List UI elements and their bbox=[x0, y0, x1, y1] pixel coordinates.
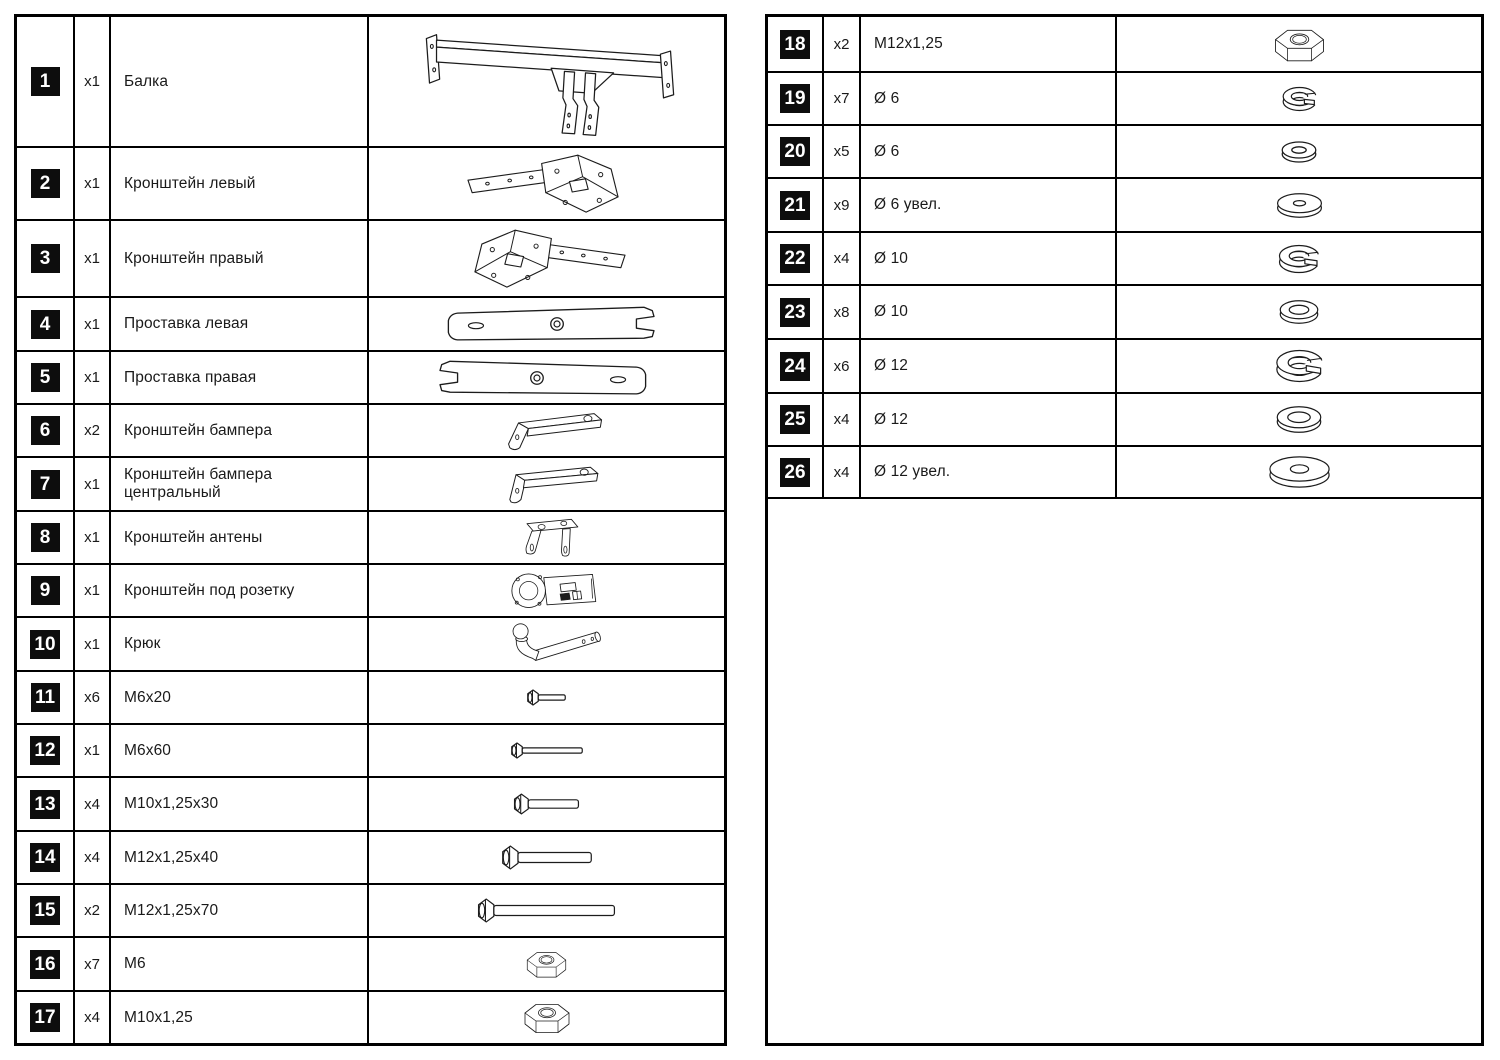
washer-split-12-icon bbox=[1254, 346, 1345, 386]
part-quantity: x1 bbox=[75, 512, 111, 563]
part-quantity: x1 bbox=[75, 725, 111, 776]
part-quantity: x2 bbox=[75, 405, 111, 456]
part-name: Кронштейн правый bbox=[111, 221, 369, 296]
part-illustration bbox=[369, 17, 724, 146]
part-number-badge: 16 bbox=[30, 950, 59, 979]
table-row bbox=[768, 447, 1481, 499]
washer-flat-10-icon bbox=[1254, 297, 1344, 327]
part-number-cell bbox=[17, 405, 75, 456]
part-name: Ø 6 bbox=[861, 126, 1117, 177]
table-row bbox=[17, 512, 724, 565]
part-quantity: x2 bbox=[824, 17, 861, 71]
part-quantity: x1 bbox=[75, 352, 111, 403]
part-illustration bbox=[369, 672, 724, 723]
part-quantity: x4 bbox=[75, 832, 111, 883]
nut-m6-icon bbox=[522, 945, 571, 983]
part-name: Кронштейн под розетку bbox=[111, 565, 369, 616]
part-name: Кронштейн бампера центральный bbox=[111, 458, 369, 510]
part-illustration bbox=[1117, 394, 1481, 445]
bumper-bracket-central-icon bbox=[485, 461, 609, 507]
part-name: Проставка правая bbox=[111, 352, 369, 403]
nut-m10-icon bbox=[519, 996, 575, 1039]
part-illustration bbox=[369, 778, 724, 830]
part-number-cell bbox=[768, 17, 824, 71]
part-quantity: x4 bbox=[75, 992, 111, 1043]
part-number-cell bbox=[17, 938, 75, 990]
washer-split-10-icon bbox=[1254, 241, 1344, 277]
table-row bbox=[17, 17, 724, 148]
part-name: Кронштейн антены bbox=[111, 512, 369, 563]
part-number-badge: 5 bbox=[31, 363, 60, 392]
table-row bbox=[768, 126, 1481, 179]
bolt-m12x70-icon bbox=[474, 896, 619, 925]
socket-bracket-icon bbox=[489, 568, 604, 614]
nut-m12-icon bbox=[1269, 21, 1330, 68]
empty-area bbox=[768, 499, 1481, 1043]
bolt-m10x30-icon bbox=[510, 791, 583, 817]
part-number-badge: 10 bbox=[30, 630, 59, 659]
table-row bbox=[17, 458, 724, 512]
part-illustration bbox=[369, 938, 724, 990]
table-row bbox=[17, 618, 724, 672]
part-number-badge: 6 bbox=[31, 416, 60, 445]
part-illustration bbox=[369, 352, 724, 403]
part-illustration bbox=[1117, 179, 1481, 231]
part-name: Ø 6 увел. bbox=[861, 179, 1117, 231]
part-number-cell bbox=[17, 148, 75, 219]
table-row bbox=[17, 672, 724, 725]
part-name: М6х60 bbox=[111, 725, 369, 776]
bolt-m6x20-icon bbox=[523, 687, 570, 708]
part-illustration bbox=[369, 458, 724, 510]
part-name: Проставка левая bbox=[111, 298, 369, 350]
table-row bbox=[17, 832, 724, 885]
part-number-badge: 8 bbox=[31, 523, 60, 552]
part-number-cell bbox=[17, 618, 75, 670]
part-number-cell bbox=[768, 179, 824, 231]
parts-table-right bbox=[765, 14, 1484, 1046]
part-number-badge: 17 bbox=[30, 1003, 59, 1032]
part-name: М10х1,25 bbox=[111, 992, 369, 1043]
spacer-right-icon bbox=[430, 357, 664, 399]
part-illustration bbox=[369, 832, 724, 883]
part-name: Кронштейн бампера bbox=[111, 405, 369, 456]
part-number-cell bbox=[17, 352, 75, 403]
table-row bbox=[17, 992, 724, 1043]
bolt-m6x60-icon bbox=[507, 740, 587, 761]
part-illustration bbox=[369, 298, 724, 350]
table-row bbox=[768, 394, 1481, 447]
part-number-badge: 12 bbox=[30, 736, 59, 765]
part-number-badge: 4 bbox=[31, 310, 60, 339]
part-illustration bbox=[1117, 17, 1481, 71]
part-illustration bbox=[369, 405, 724, 456]
part-number-cell bbox=[768, 286, 824, 338]
beam-icon bbox=[384, 23, 709, 140]
part-quantity: x7 bbox=[824, 73, 861, 124]
part-illustration bbox=[369, 148, 724, 219]
antenna-bracket-icon bbox=[501, 515, 593, 561]
part-quantity: x1 bbox=[75, 221, 111, 296]
part-number-cell bbox=[768, 340, 824, 392]
part-number-cell bbox=[17, 725, 75, 776]
part-number-badge: 15 bbox=[30, 896, 59, 925]
part-illustration bbox=[1117, 233, 1481, 284]
part-illustration bbox=[369, 221, 724, 296]
part-number-cell bbox=[768, 126, 824, 177]
part-name: Ø 12 bbox=[861, 340, 1117, 392]
part-quantity: x6 bbox=[824, 340, 861, 392]
table-row bbox=[17, 938, 724, 992]
part-number-badge: 7 bbox=[31, 470, 60, 499]
bumper-bracket-icon bbox=[485, 408, 609, 454]
part-illustration bbox=[369, 992, 724, 1043]
part-quantity: x9 bbox=[824, 179, 861, 231]
part-number-badge: 20 bbox=[780, 137, 809, 166]
part-number-cell bbox=[17, 565, 75, 616]
part-number-cell bbox=[17, 672, 75, 723]
part-illustration bbox=[1117, 447, 1481, 497]
part-name: М12х1,25 bbox=[861, 17, 1117, 71]
bolt-m12x40-icon bbox=[498, 843, 596, 872]
part-illustration bbox=[1117, 126, 1481, 177]
part-number-badge: 21 bbox=[780, 191, 809, 220]
table-row bbox=[17, 352, 724, 405]
table-row bbox=[17, 298, 724, 352]
part-illustration bbox=[369, 725, 724, 776]
table-row bbox=[768, 340, 1481, 394]
part-number-cell bbox=[17, 17, 75, 146]
part-name: Балка bbox=[111, 17, 369, 146]
part-number-cell bbox=[768, 447, 824, 497]
table-row bbox=[768, 17, 1481, 73]
table-row bbox=[768, 73, 1481, 126]
part-number-cell bbox=[17, 512, 75, 563]
part-quantity: x2 bbox=[75, 885, 111, 936]
part-illustration bbox=[369, 618, 724, 670]
part-quantity: x1 bbox=[75, 618, 111, 670]
part-quantity: x4 bbox=[824, 394, 861, 445]
part-number-badge: 25 bbox=[780, 405, 809, 434]
part-number-badge: 19 bbox=[780, 84, 809, 113]
washer-flat-6-icon bbox=[1251, 138, 1347, 166]
part-quantity: x1 bbox=[75, 298, 111, 350]
part-number-badge: 11 bbox=[31, 683, 60, 712]
part-name: Крюк bbox=[111, 618, 369, 670]
part-name: М10х1,25х30 bbox=[111, 778, 369, 830]
part-number-badge: 9 bbox=[31, 576, 60, 605]
part-illustration bbox=[369, 512, 724, 563]
part-name: М6 bbox=[111, 938, 369, 990]
table-row bbox=[17, 221, 724, 298]
part-number-cell bbox=[768, 233, 824, 284]
part-illustration bbox=[1117, 286, 1481, 338]
part-number-badge: 24 bbox=[780, 352, 809, 381]
part-number-badge: 1 bbox=[31, 67, 60, 96]
part-quantity: x5 bbox=[824, 126, 861, 177]
part-number-cell bbox=[17, 885, 75, 936]
part-number-badge: 3 bbox=[31, 244, 60, 273]
washer-large-6-icon bbox=[1254, 190, 1345, 221]
part-quantity: x6 bbox=[75, 672, 111, 723]
part-number-cell bbox=[17, 832, 75, 883]
table-row bbox=[17, 885, 724, 938]
bracket-right-icon bbox=[459, 226, 634, 292]
part-illustration bbox=[369, 565, 724, 616]
washer-flat-12-icon bbox=[1254, 403, 1344, 436]
part-quantity: x4 bbox=[824, 447, 861, 497]
table-row bbox=[17, 148, 724, 221]
table-row bbox=[17, 405, 724, 458]
part-number-cell bbox=[17, 778, 75, 830]
part-number-badge: 22 bbox=[780, 244, 809, 273]
table-row bbox=[17, 778, 724, 832]
part-number-badge: 14 bbox=[30, 843, 59, 872]
part-illustration bbox=[369, 885, 724, 936]
part-number-badge: 18 bbox=[780, 30, 809, 59]
part-number-badge: 23 bbox=[780, 298, 809, 327]
table-row bbox=[768, 286, 1481, 340]
washer-split-6-icon bbox=[1255, 83, 1344, 115]
part-name: М12х1,25х70 bbox=[111, 885, 369, 936]
part-number-cell bbox=[17, 298, 75, 350]
part-number-badge: 2 bbox=[31, 169, 60, 198]
part-quantity: x1 bbox=[75, 17, 111, 146]
part-number-cell bbox=[17, 458, 75, 510]
part-name: Ø 10 bbox=[861, 286, 1117, 338]
part-quantity: x8 bbox=[824, 286, 861, 338]
part-name: Ø 6 bbox=[861, 73, 1117, 124]
part-quantity: x1 bbox=[75, 565, 111, 616]
table-row bbox=[768, 233, 1481, 286]
part-name: М12х1,25х40 bbox=[111, 832, 369, 883]
table-row bbox=[17, 725, 724, 778]
part-number-badge: 26 bbox=[780, 458, 809, 487]
table-row bbox=[768, 179, 1481, 233]
part-name: Ø 12 увел. bbox=[861, 447, 1117, 497]
parts-table-left bbox=[14, 14, 727, 1046]
part-number-cell bbox=[768, 394, 824, 445]
part-illustration bbox=[1117, 73, 1481, 124]
part-quantity: x7 bbox=[75, 938, 111, 990]
part-quantity: x4 bbox=[824, 233, 861, 284]
hook-icon bbox=[485, 621, 609, 667]
washer-large-12-icon bbox=[1254, 453, 1345, 491]
part-quantity: x4 bbox=[75, 778, 111, 830]
part-name: Кронштейн левый bbox=[111, 148, 369, 219]
part-name: М6х20 bbox=[111, 672, 369, 723]
part-number-cell bbox=[17, 221, 75, 296]
part-quantity: x1 bbox=[75, 148, 111, 219]
part-illustration bbox=[1117, 340, 1481, 392]
part-name: Ø 12 bbox=[861, 394, 1117, 445]
part-quantity: x1 bbox=[75, 458, 111, 510]
spacer-left-icon bbox=[430, 303, 664, 345]
part-number-cell bbox=[17, 992, 75, 1043]
table-row bbox=[17, 565, 724, 618]
part-number-badge: 13 bbox=[30, 790, 59, 819]
bracket-left-icon bbox=[459, 151, 634, 217]
part-name: Ø 10 bbox=[861, 233, 1117, 284]
part-number-cell bbox=[768, 73, 824, 124]
